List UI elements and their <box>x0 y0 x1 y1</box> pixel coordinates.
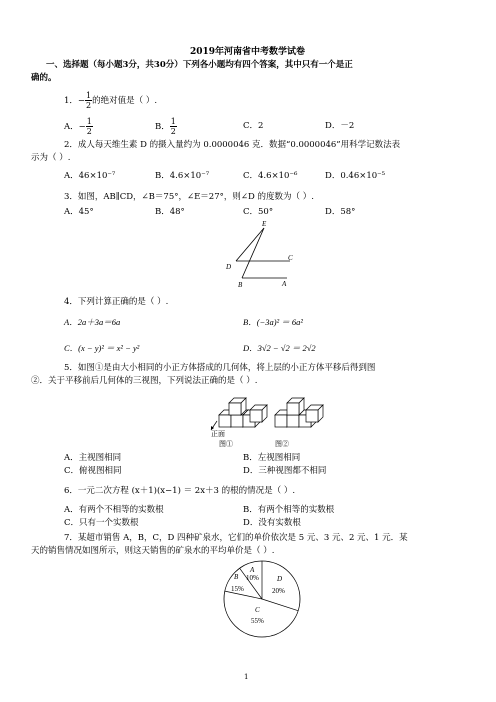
question-6: 6．一元二次方程 (x＋1)(x−1) ＝ 2x＋3 的根的情况是（ ）. <box>64 486 296 496</box>
q2-option-d: D．0.46×10⁻⁵ <box>325 171 386 181</box>
q2-option-c: C．4.6×10⁻⁶ <box>243 171 298 181</box>
q3-option-a: A．45° <box>64 207 94 217</box>
q3-figure <box>225 220 300 290</box>
q3-line-ED <box>236 228 264 261</box>
pie-label-a: A <box>250 566 255 574</box>
q3-label-b: B <box>238 281 243 289</box>
pie-label-b: B <box>234 573 239 581</box>
q3-line-EB <box>242 228 264 278</box>
question-7-cont: 天的销售情况如图所示，则这天销售的矿泉水的平均单价是（ ）. <box>31 546 275 556</box>
q1-option-a-label: A． <box>64 122 79 132</box>
pie-label-c-pct: 55% <box>251 617 264 625</box>
q1-option-a-den: 2 <box>86 127 92 136</box>
q5-figure-1-cubes <box>219 398 267 427</box>
q1-sign: − <box>77 96 86 106</box>
q3-option-d: D．58° <box>325 207 356 217</box>
q5-option-c: C．俯视图相同 <box>64 466 122 476</box>
q6-option-b: B．有两个相等的实数根 <box>243 505 335 515</box>
q5-figure-1-label: 图① <box>219 440 233 448</box>
q3-option-c: C．50° <box>243 207 274 217</box>
question-2: 2．成人每天维生素 D 的摄入量约为 0.0000046 克．数据“0.0000046”用科学记数法表 <box>64 140 401 150</box>
q1-option-c: C．2 <box>243 121 264 131</box>
q6-option-a: A．有两个不相等的实数根 <box>64 505 164 515</box>
q3-label-e: E <box>262 220 267 228</box>
section-heading-cont: 确的。 <box>31 73 57 83</box>
q6-option-d: D．没有实数根 <box>243 518 301 528</box>
q1-option-b <box>155 117 177 136</box>
q5-front-label: 正面 <box>211 430 225 438</box>
q5-option-d: D．三种视图都不相同 <box>243 466 327 476</box>
pie-label-c: C <box>255 606 260 614</box>
q4-option-a: A．2a＋3a＝6a <box>64 317 121 327</box>
q1-number: 1． <box>64 96 78 106</box>
q1-option-a <box>64 117 93 136</box>
question-3: 3．如图，AB∥CD，∠B＝75°，∠E＝27°，则∠D 的度数为（ ）. <box>64 192 314 202</box>
q2-option-a: A．46×10⁻⁷ <box>64 171 116 181</box>
q5-figure-2-label: 图② <box>275 440 289 448</box>
q1-option-b-den: 2 <box>170 127 176 136</box>
pie-label-d-pct: 20% <box>272 587 285 595</box>
page-title: 2019年河南省中考数学试卷 <box>190 47 306 57</box>
q1-tail: 的绝对值是（ ）. <box>92 96 158 106</box>
q4-option-b: B．(−3a)² ＝ 6a² <box>243 317 303 327</box>
q6-option-c: C．只有一个实数根 <box>64 518 139 528</box>
question-5-cont: ②．关于平移前后几何体的三视图，下列说法正确的是（ ）. <box>31 376 258 386</box>
q1-option-a-fraction <box>86 117 93 136</box>
q1-option-b-fraction <box>170 117 177 136</box>
q5-option-a: A．主视图相同 <box>64 453 122 463</box>
q1-frac-num: 1 <box>86 91 92 100</box>
q2-option-b: B．4.6×10⁻⁷ <box>155 171 210 181</box>
question-2-cont: 示为（ ）. <box>31 153 71 163</box>
pie-label-d: D <box>277 575 283 583</box>
pie-label-b-pct: 15% <box>231 585 244 593</box>
q1-option-a-sign: − <box>78 122 86 132</box>
question-5: 5．如图①是由大小相同的小正方体搭成的几何体，将上层的小正方体平移后得到图 <box>64 363 376 373</box>
question-4: 4．下列计算正确的是（ ）. <box>64 297 169 307</box>
section-heading: 一、选择题（每小题3分，共30分）下列各小题均有四个答案，其中只有一个是正 <box>46 60 353 70</box>
pie-label-a-pct: 10% <box>246 574 259 582</box>
q3-option-b: B．48° <box>155 207 185 217</box>
q3-label-d: D <box>226 263 232 271</box>
q4-option-d: D．3√2 − √2 ＝ 2√2 <box>243 343 316 353</box>
q7-pie-chart <box>222 559 302 639</box>
q1-option-d: D．－2 <box>325 121 355 131</box>
q3-label-a: A <box>282 280 287 288</box>
q3-label-c: C <box>288 254 293 262</box>
q1-option-b-num: 1 <box>170 117 176 126</box>
question-1 <box>64 91 157 110</box>
q5-figure-2-cubes <box>275 398 323 427</box>
page-number: 1 <box>244 673 249 681</box>
q1-frac-den: 2 <box>86 101 92 110</box>
q5-figure <box>205 388 335 448</box>
question-7: 7．某超市销售 A，B，C，D 四种矿泉水，它们的单价依次是 5 元、3 元、2 元、1 元．某 <box>64 533 408 543</box>
q5-option-b: B．左视图相同 <box>243 453 301 463</box>
q1-option-b-label: B． <box>155 122 170 132</box>
q4-option-c: C．(x − y)² ＝ x² − y² <box>64 343 140 353</box>
q1-option-a-num: 1 <box>86 117 92 126</box>
